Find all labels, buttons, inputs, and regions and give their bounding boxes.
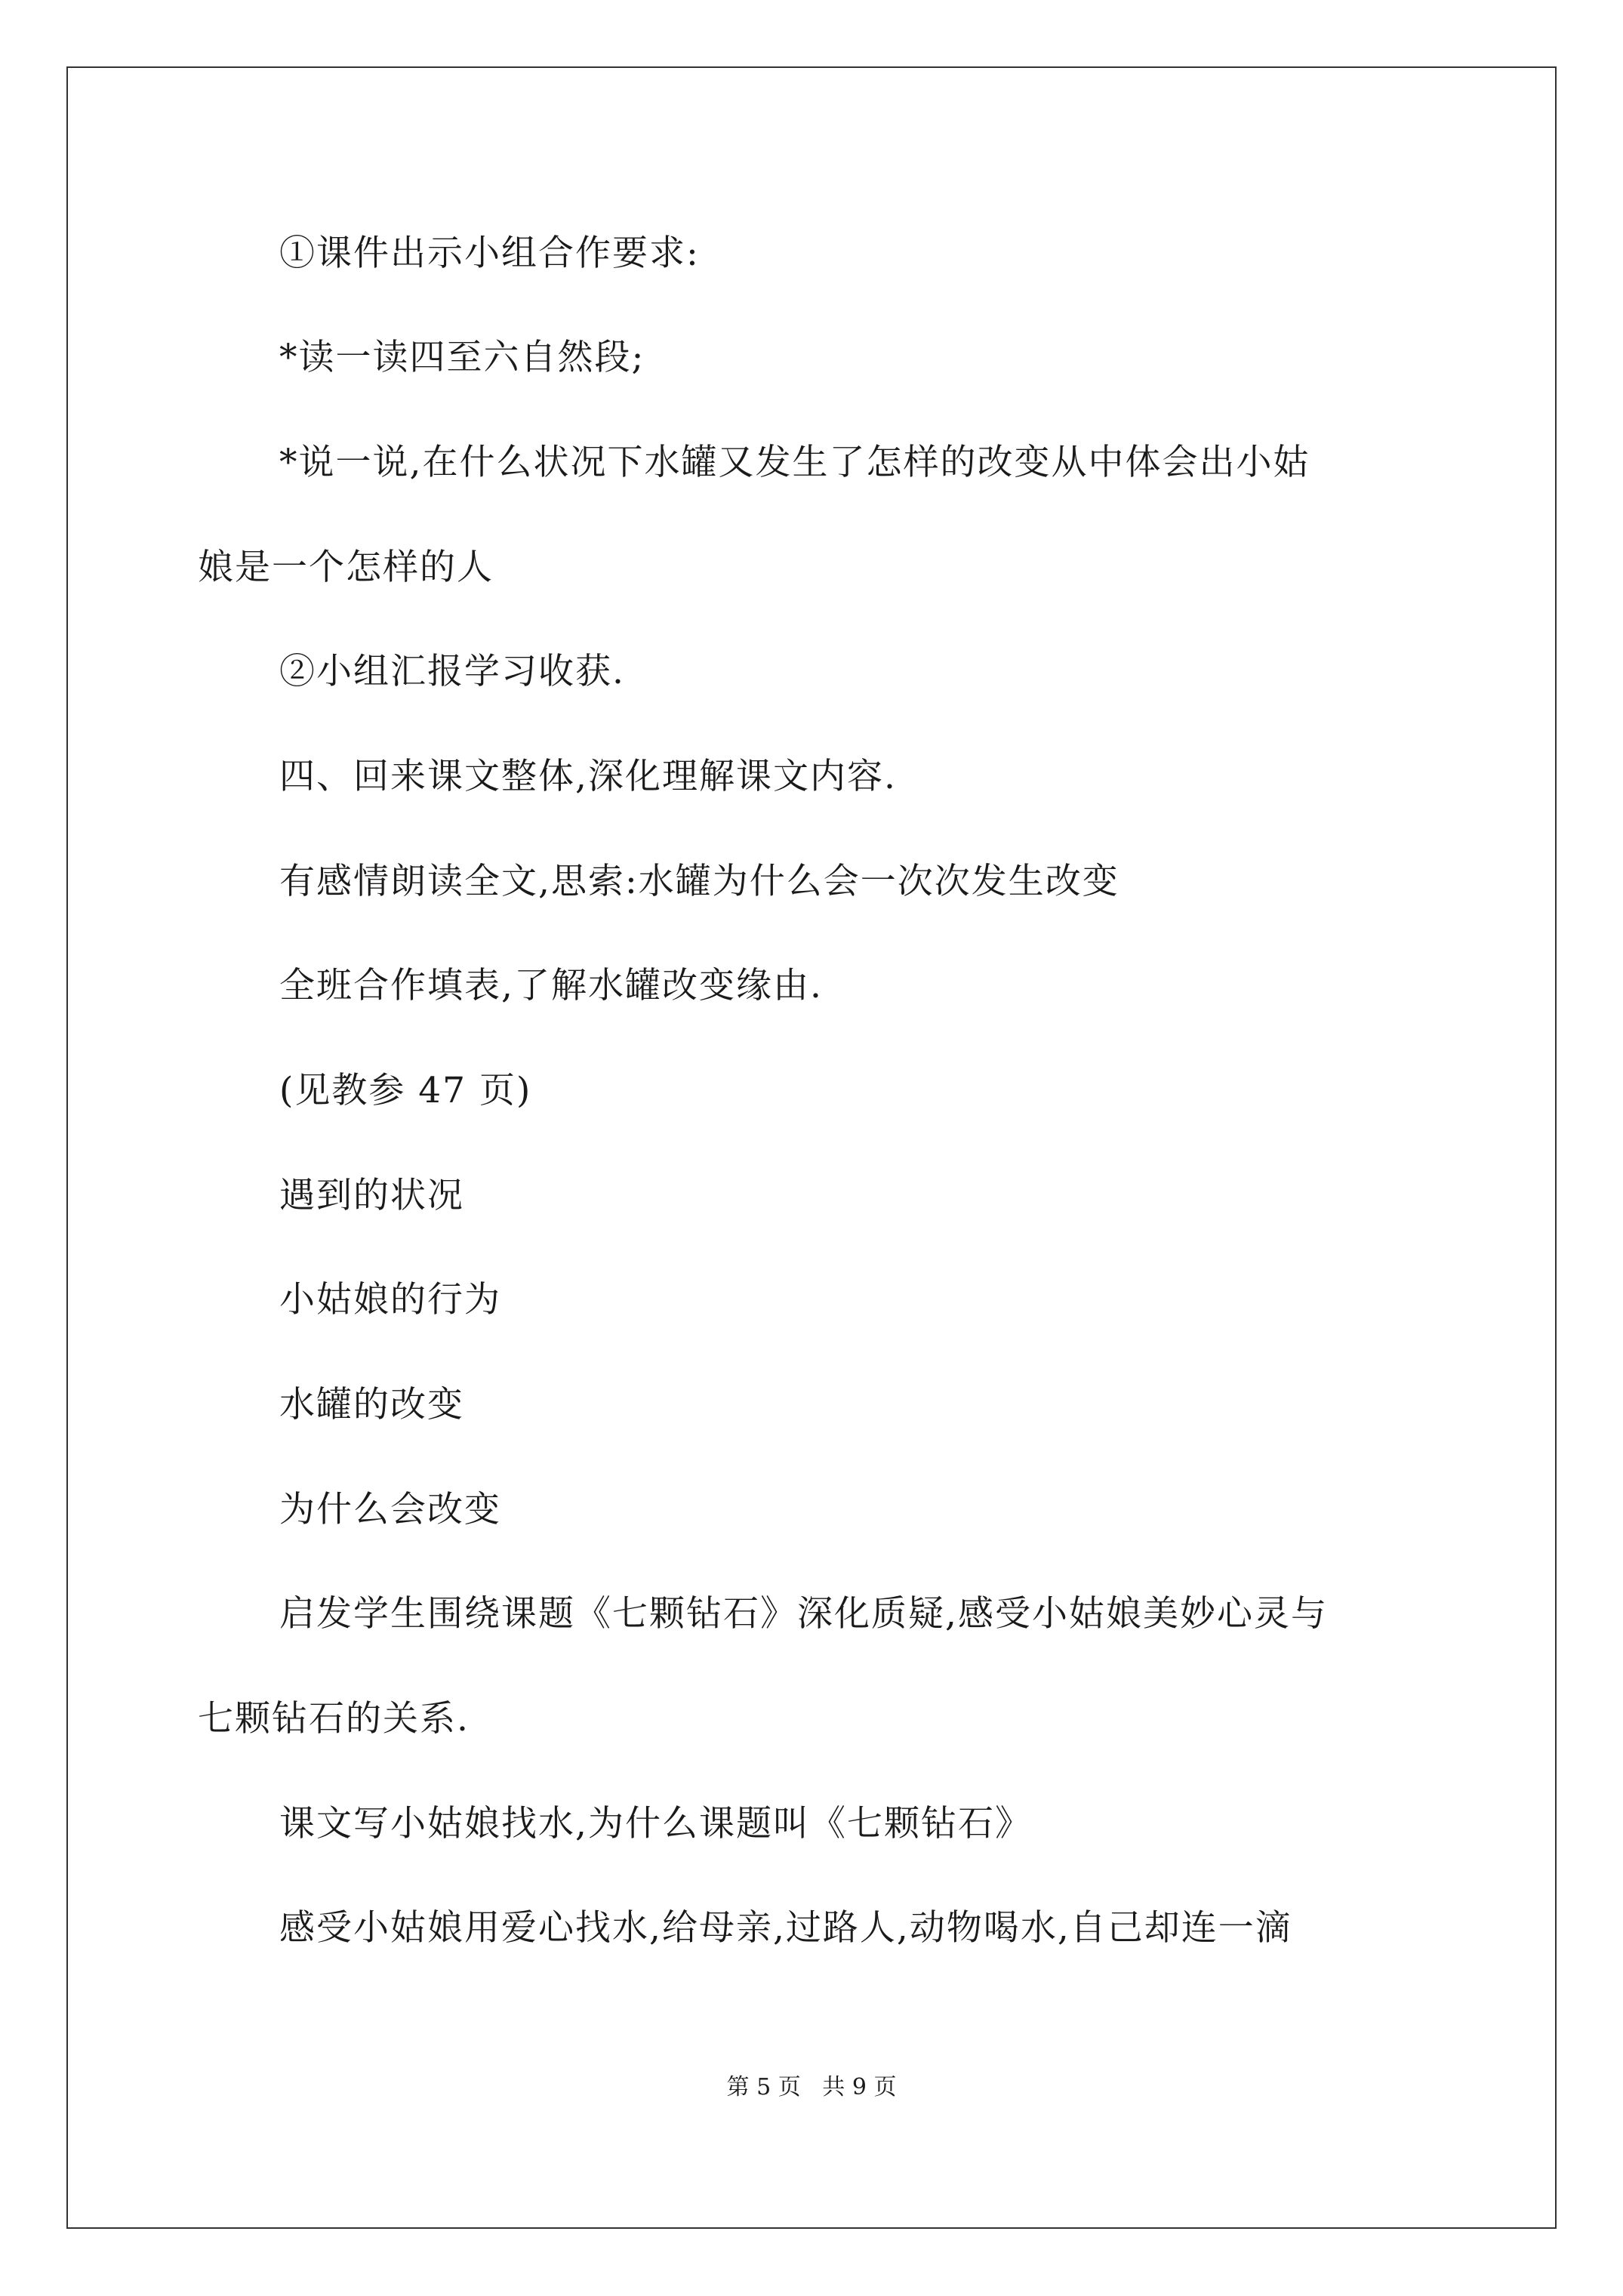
paragraph-line: 四、回来课文整体,深化理解课文内容. (279, 756, 897, 797)
paragraph-line: 为什么会改变 (279, 1489, 501, 1530)
page-footer: 第 5 页 共 9 页 (726, 2074, 897, 2100)
paragraph-line: 小姑娘的行为 (279, 1279, 501, 1321)
paragraph-line: 感受小姑娘用爱心找水,给母亲,过路人,动物喝水,自己却连一滴 (279, 1907, 1292, 1949)
paragraph-line: 有感情朗读全文,思索:水罐为什么会一次次发生改变 (279, 861, 1119, 902)
paragraph-line: 启发学生围绕课题《七颗钻石》深化质疑,感受小姑娘美妙心灵与 (279, 1593, 1328, 1635)
paragraph-line: 七颗钻石的关系. (198, 1698, 470, 1740)
paragraph-line: ①课件出示小组合作要求: (279, 233, 700, 274)
paragraph-line: *读一读四至六自然段; (279, 337, 645, 378)
paragraph-line: (见教参 47 页) (279, 1070, 532, 1111)
paragraph-line: 水罐的改变 (279, 1384, 464, 1425)
paragraph-line: *说一说,在什么状况下水罐又发生了怎样的改变从中体会出小姑 (279, 442, 1310, 483)
paragraph-line: 全班合作填表,了解水罐改变缘由. (279, 965, 823, 1006)
paragraph-line: ②小组汇报学习收获. (279, 651, 625, 692)
paragraph-line: 课文写小姑娘找水,为什么课题叫《七颗钻石》 (279, 1803, 1032, 1845)
paragraph-line: 娘是一个怎样的人 (198, 547, 494, 588)
paragraph-line: 遇到的状况 (279, 1175, 464, 1216)
